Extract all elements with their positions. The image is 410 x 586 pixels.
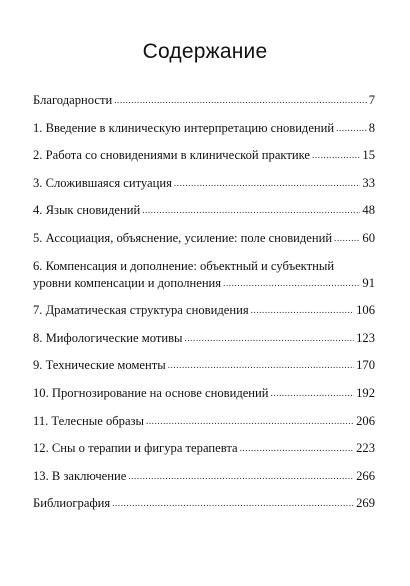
toc-entry-label: Библиография [33,496,111,511]
toc-entry-page: 7 [368,93,375,107]
toc-entry-chapter-7 [33,302,375,320]
dot-leader [251,301,354,319]
dot-leader [336,119,367,137]
dot-leader [334,229,360,247]
toc-entry-page: 106 [356,303,375,318]
toc-entry-page: 266 [356,468,375,483]
toc-entry-chapter-8 [33,330,375,348]
toc-entry-label: 10. Прогнозирование на основе сновидений [33,385,269,400]
toc-entry-chapter-11 [33,413,375,431]
toc-entry-page: 33 [362,175,375,190]
toc-entry-chapter-3 [33,175,375,193]
toc-entry-page: 48 [362,203,375,218]
page-title: Содержание [142,40,268,63]
toc-entry-page: 223 [356,441,375,456]
toc-entry-chapter-4 [33,202,375,220]
toc-entry-chapter-9 [33,357,375,375]
toc-entry-chapter-6 [33,258,375,293]
dot-leader [128,467,354,485]
toc-entry-chapter-1 [33,120,375,138]
dot-leader [312,146,360,164]
toc-entry-label: 4. Язык сновидений [33,203,141,218]
toc-entry-label: 12. Сны о терапии и фигура терапевта [33,441,238,456]
toc-entry-page: 269 [356,496,375,511]
dot-leader [240,439,355,457]
table-of-contents [33,92,375,523]
toc-entry-page: 170 [356,358,375,373]
toc-entry-page: 15 [362,148,375,163]
toc-entry-chapter-12 [33,440,375,458]
toc-entry-label: 3. Сложившаяся ситуация [33,175,172,190]
toc-entry-page: 91 [362,275,375,290]
toc-entry-label: 13. В заключение [33,468,127,483]
toc-entry-chapter-2 [33,147,375,165]
dot-leader [114,91,367,109]
dot-leader [184,329,354,347]
dot-leader [112,494,354,512]
toc-entry-page: 60 [362,230,375,245]
toc-entry-bibliography [33,495,375,513]
toc-entry-label: 5. Ассоциация, объяснение, усиление: поле сновидений [33,230,333,245]
toc-entry-label: 7. Драматическая структура сновидения [33,303,249,318]
dot-leader [174,174,360,192]
dot-leader [142,201,360,219]
toc-entry-label: Благодарности [33,93,113,107]
toc-entry-label-line1: 6. Компенсация и дополнение: объектный и субъектный [33,258,335,273]
toc-entry-chapter-13 [33,468,375,486]
dot-leader [146,412,354,430]
toc-entry-label: 11. Телесные образы [33,413,144,428]
toc-entry-page: 123 [356,330,375,345]
toc-entry-label: 8. Мифологические мотивы [33,330,183,345]
toc-entry-label: 2. Работа со сновидениями в клинической практике [33,148,311,163]
toc-entry-label-line2: уровни компенсации и дополнения [33,275,222,290]
toc-entry-chapter-10 [33,385,375,403]
toc-entry-chapter-5 [33,230,375,248]
dot-leader [223,274,360,292]
toc-entry-label: 9. Технические моменты [33,358,166,373]
toc-entry-page: 8 [368,120,375,135]
toc-entry-label: 1. Введение в клиническую интерпретацию сновидений [33,120,335,135]
dot-leader [271,384,355,402]
toc-entry-acknowledgements [33,92,375,110]
toc-entry-page: 206 [356,413,375,428]
toc-entry-page: 192 [356,385,375,400]
dot-leader [168,356,354,374]
